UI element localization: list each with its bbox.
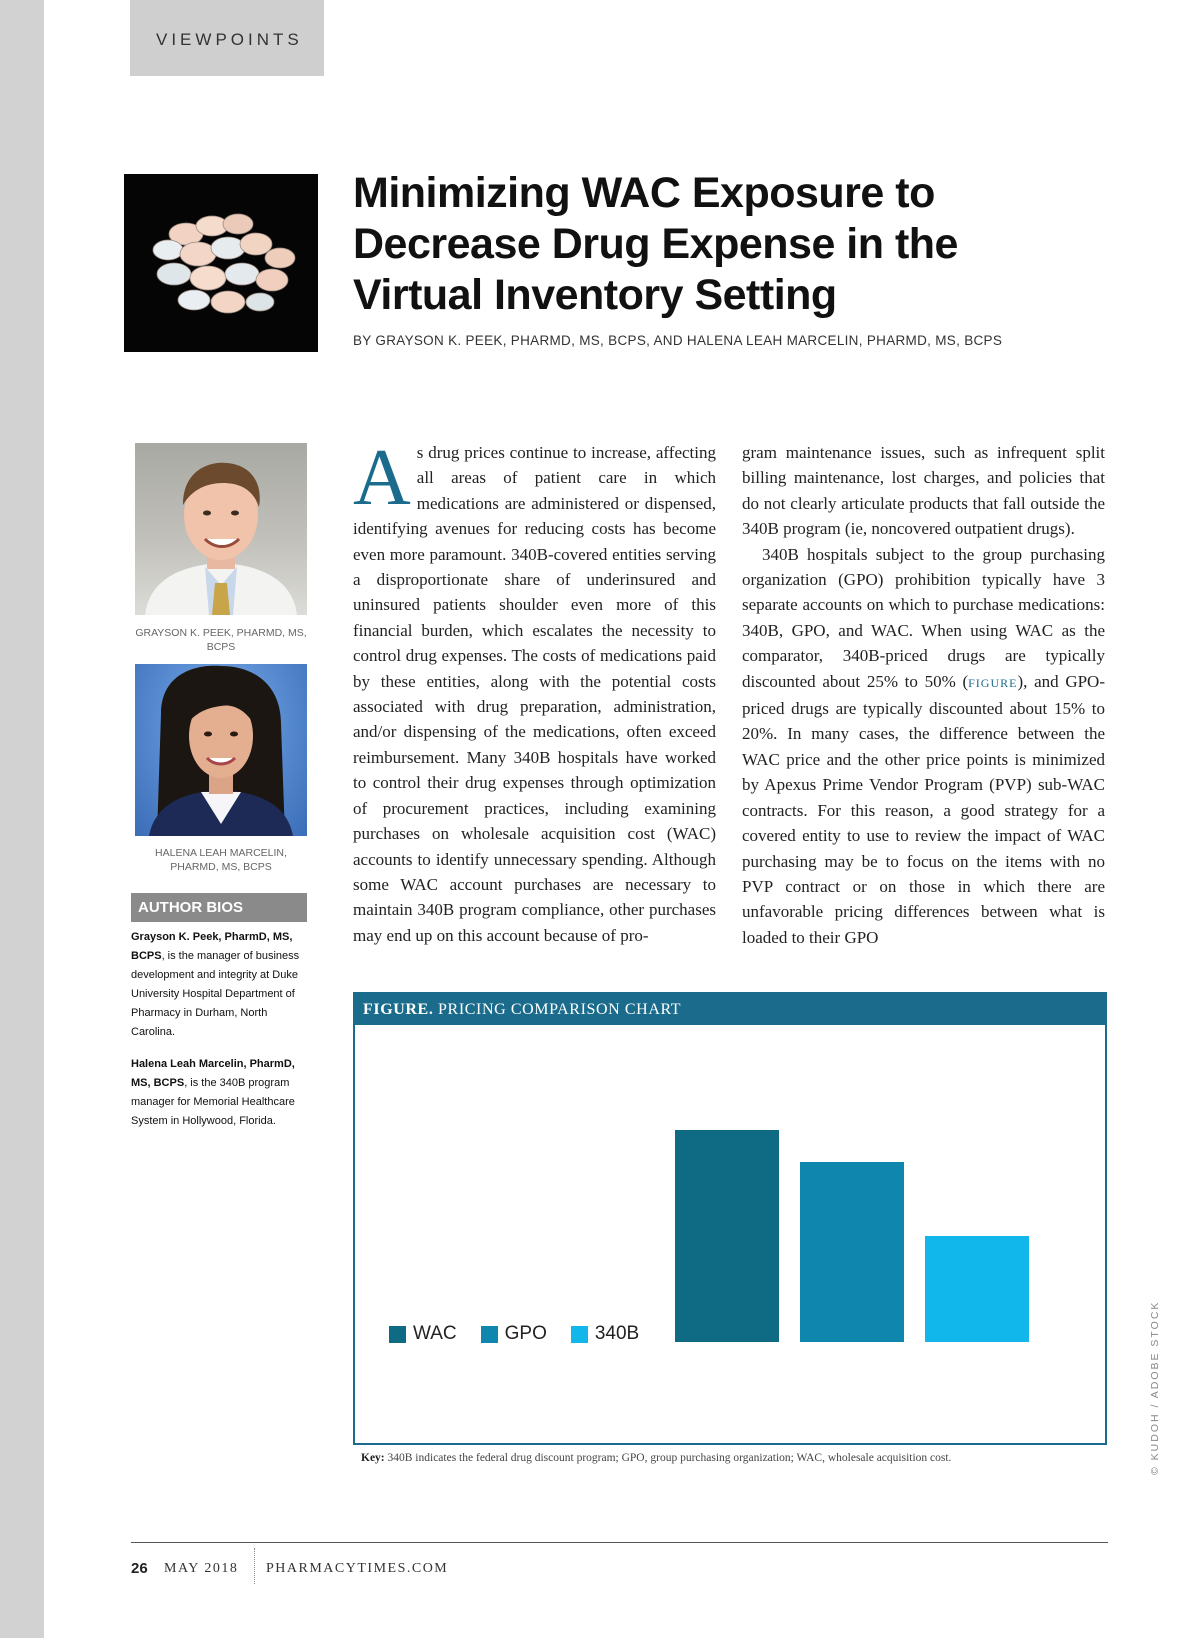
left-margin-bar [0,0,44,1638]
legend-swatch-340b [571,1326,588,1343]
col2-paragraph-1: gram maintenance issues, such as infrequent split billing maintenance, lost charges, and policies that do not clearly articulate products that fall outside the 340B program (ie, noncovered outpatient drugs). [742,443,1105,539]
figure-label: FIGURE. [363,1001,434,1018]
legend-label-wac: WAC [413,1323,457,1344]
figure-header [355,994,1105,1025]
legend-label-340b: 340B [594,1323,640,1344]
chart-legend [389,1323,663,1345]
issue-date: MAY 2018 [164,1561,239,1576]
col2-paragraph-2 [742,542,1105,951]
pricing-comparison-figure [353,992,1107,1445]
figure-key-text: 340B indicates the federal drug discount program; GPO, group purchasing organization; WAC, wholesale acquisition cost. [387,1452,952,1464]
byline: BY GRAYSON K. PEEK, PHARMD, MS, BCPS, AND HALENA LEAH MARCELIN, PHARMD, MS, BCPS [353,333,1003,348]
photo1-caption: GRAYSON K. PEEK, PHARMD, MS, BCPS [135,627,307,653]
legend-item-340b [571,1323,639,1345]
figure-title: PRICING COMPARISON CHART [438,1001,682,1018]
col2-paragraph-2a: 340B hospitals subject to the group purchasing organization (GPO) prohibition typically have 3 separate accounts on which to purchase medications: 340B, GPO, and WAC. When using WAC as the comparator, 340B-priced drugs are typically discounted about 25% to 50% ( [742,544,1105,691]
bio-grayson-peek [131,928,309,1042]
bar-gpo [800,1162,904,1342]
bar-wac [675,1130,779,1342]
author-photo-halena-marcelin [135,664,307,836]
figure-key [361,1452,951,1464]
legend-label-gpo: GPO [504,1323,547,1344]
footer-divider [254,1548,255,1584]
legend-item-gpo [481,1323,547,1345]
body-column-2 [742,440,1105,950]
bio1-text: , is the manager of business development and integrity at Duke University Hospital Department of Pharmacy in Durham, North Carolina. [131,950,300,1038]
bio1-name: Grayson K. Peek, PharmD, MS, BCPS [131,931,293,962]
col2-paragraph-2b: ), and GPO-priced drugs are typically discounted about 15% to 20%. In many cases, the difference between the WAC price and the other price points is minimized by Apexus Prime Vendor Program (PVP) sub-WAC contracts. For this reason, a good strategy for a covered entity to use to review the impact of WAC purchasing may be to focus on the items with no PVP contract or on those in which there are unfavorable pricing differences between what is loaded to their GPO [742,671,1105,947]
site-name: PHARMACYTIMES.COM [266,1561,449,1576]
footer-rule [131,1542,1108,1543]
legend-swatch-gpo [481,1326,498,1343]
legend-item-wac [389,1323,457,1345]
drop-cap: A [353,434,411,522]
photo-credit: © KUDOH / ADOBE STOCK [1149,1300,1161,1475]
photo2-caption: HALENA LEAH MARCELIN, PHARMD, MS, BCPS [155,847,287,873]
author-bios-heading-text: AUTHOR BIOS [138,899,243,916]
bio2-text: , is the 340B program manager for Memorial Healthcare System in Hollywood, Florida. [131,1077,295,1127]
section-label: VIEWPOINTS [156,30,303,49]
bio2-name: Halena Leah Marcelin, PharmD, MS, BCPS [131,1058,295,1089]
author-bios-heading [131,893,307,922]
bio-halena-marcelin [131,1055,309,1131]
article-title: Minimizing WAC Exposure to Decrease Drug Expense in the Virtual Inventory Setting [353,169,958,319]
page-number: 26 [131,1560,148,1577]
figure-reference-link[interactable]: FIGURE [968,675,1018,690]
body-column-1 [353,434,716,948]
legend-swatch-wac [389,1326,406,1343]
bar-340b [925,1236,1029,1342]
pills-photo [124,174,318,352]
col1-paragraph-text: s drug prices continue to increase, affecting all areas of patient care in which medications are administered or dispensed, identifying avenues for reducing costs has become even more paramount. 340B-covered entities serving a disproportionate share of underinsured and uninsured patients shoulder even more of this financial burden, which escalates the necessity to control drug expenses. The costs of medications paid by these entities, along with the potential costs associated with drug preparation, administration, and/or dispensing of the medications, often exceed reimbursement. Many 340B hospitals have worked to control their drug expenses through optimization of procurement practices, including examining purchases on wholesale acquisition cost (WAC) accounts to identify unnecessary spending. Although some WAC account purchases are necessary to maintain 340B program compliance, other purchases may end up on this account because of pro- [353,443,716,945]
figure-key-label: Key: [361,1452,385,1464]
body-paragraph [353,434,716,948]
section-tab [130,0,324,76]
author-photo-grayson-peek [135,443,307,615]
